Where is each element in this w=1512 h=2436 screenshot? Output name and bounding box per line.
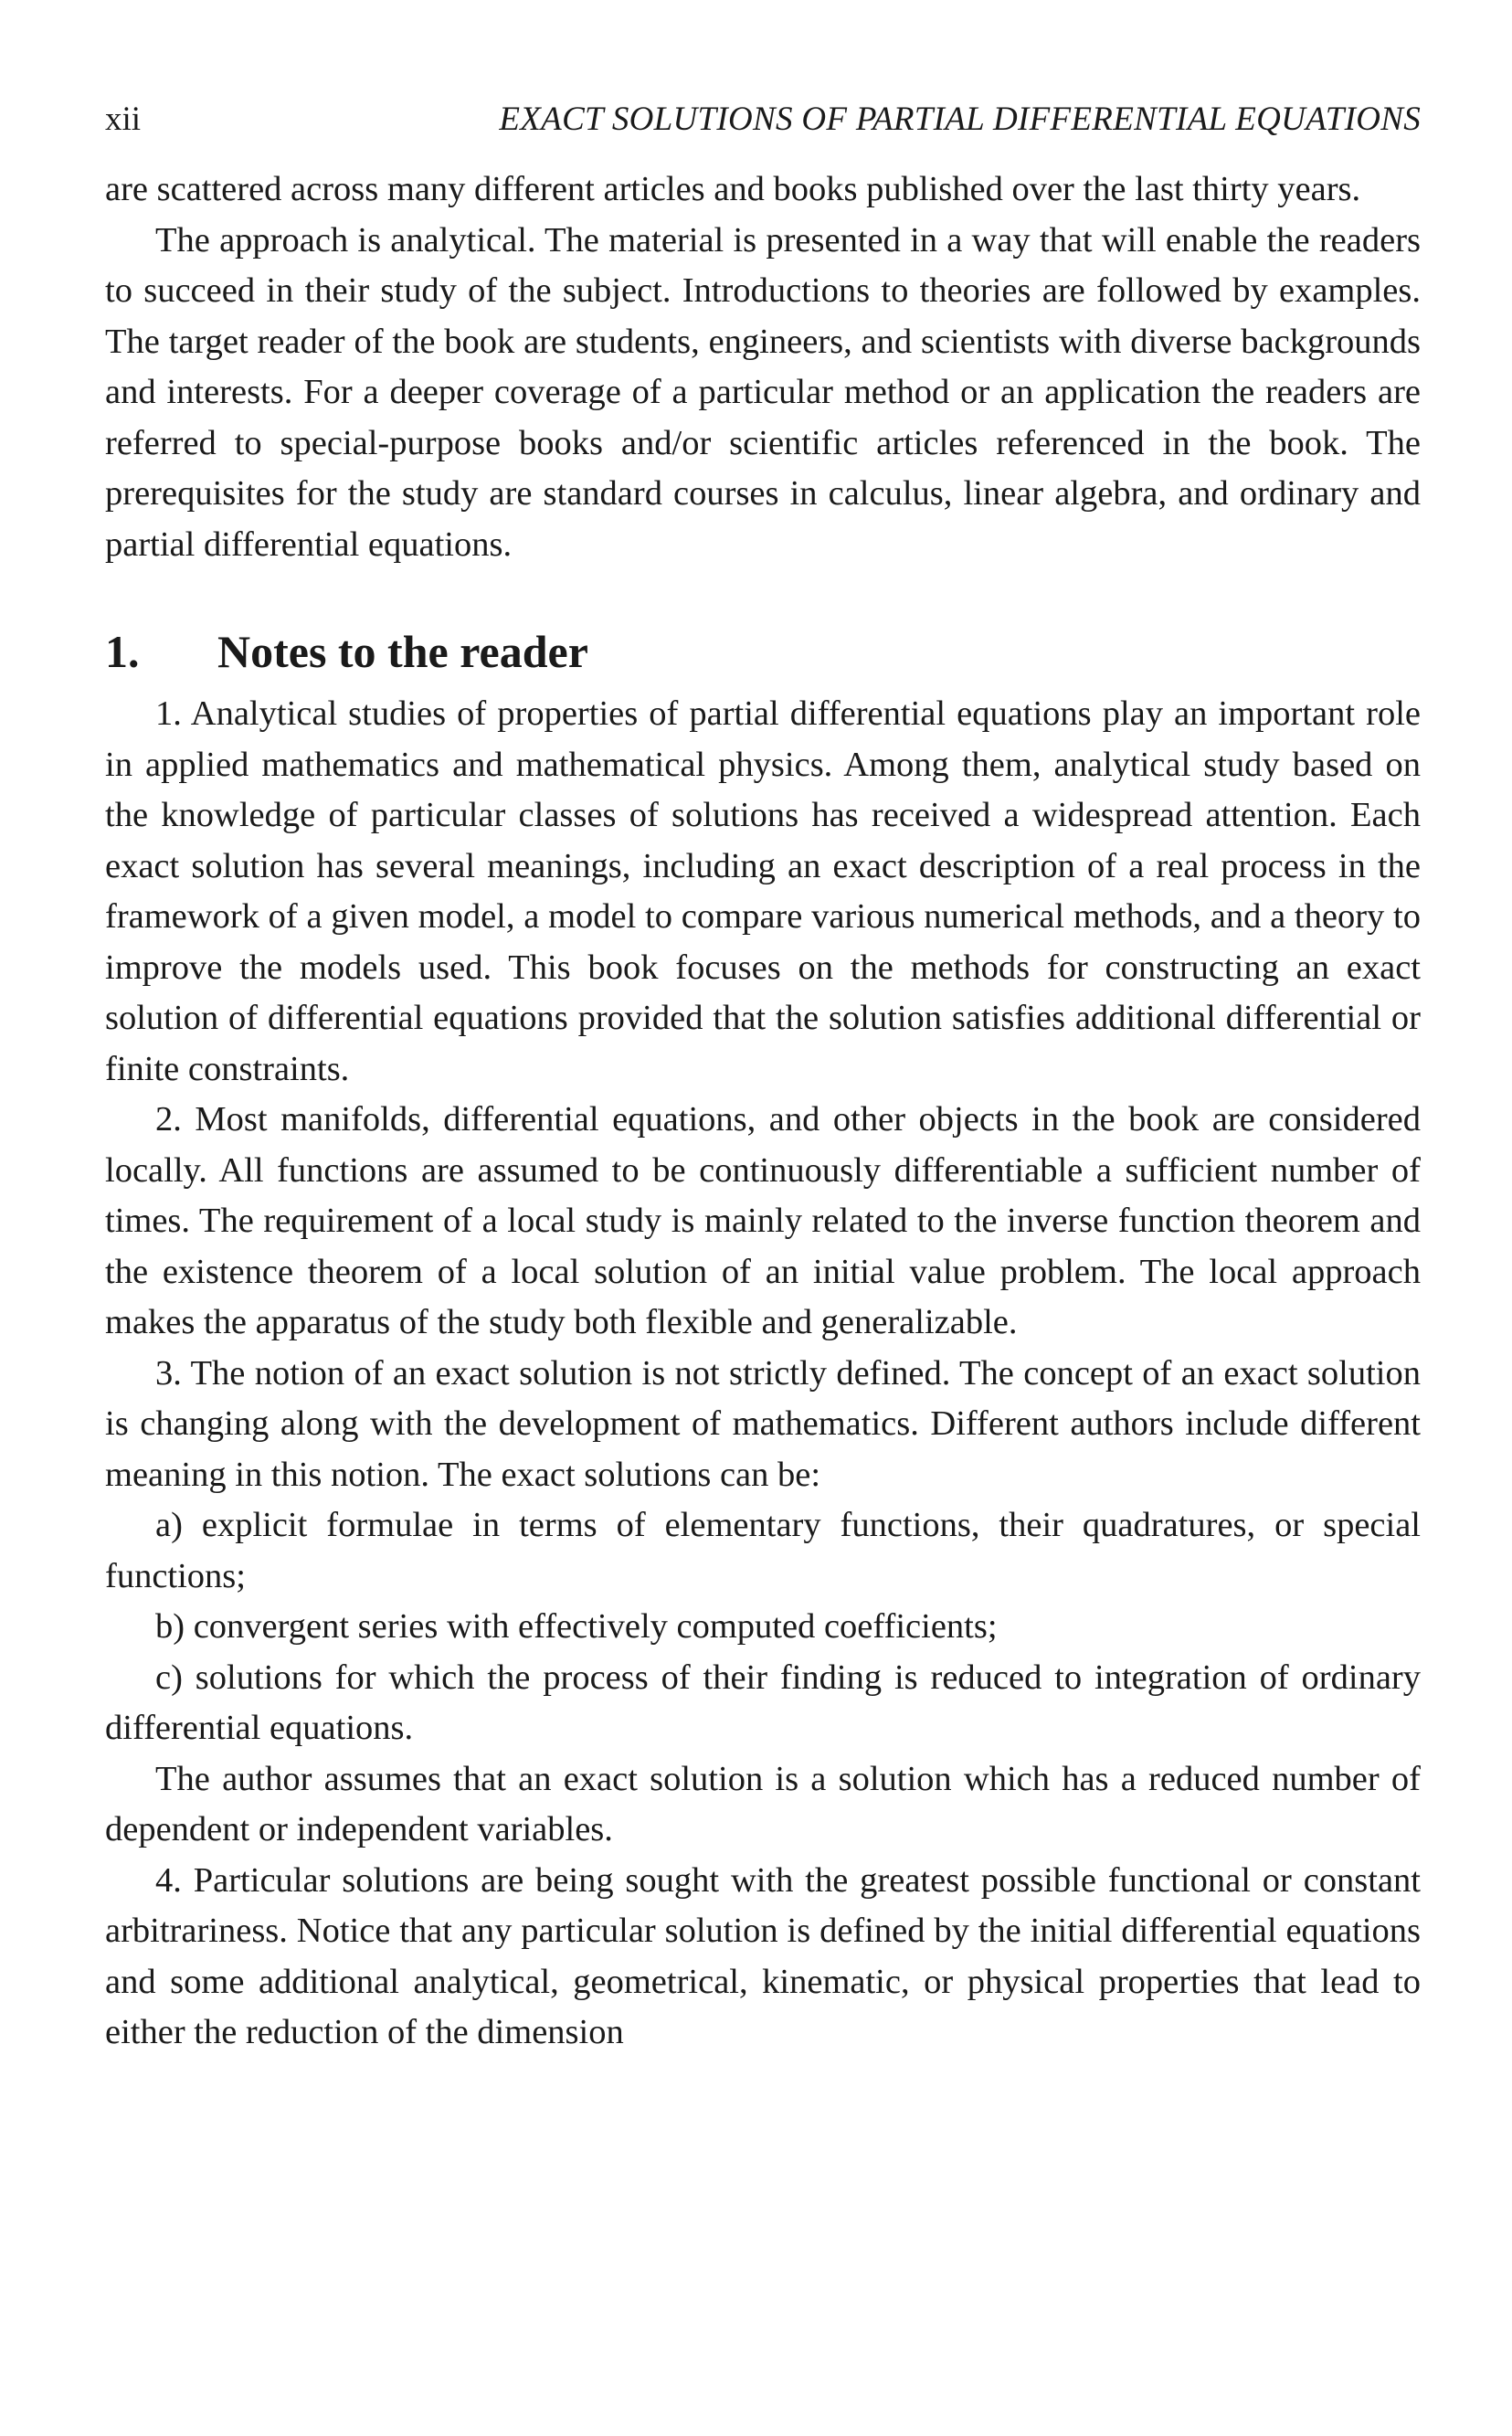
list-item-b: b) convergent series with effectively computed coefficients;	[155, 1607, 998, 1646]
note-3-paragraph: 3. The notion of an exact solution is not strictly defined. The concept of an exact solution is changing along with the development of mathematics. Different authors include different meaning in this notion. The exact solutions can be:	[105, 1353, 1421, 1494]
list-item-a: a) explicit formulae in terms of elementary functions, their quadratures, or special functions;	[105, 1506, 1421, 1595]
author-assumption-paragraph: The author assumes that an exact solution is a solution which has a reduced number of dependent or independent variables.	[105, 1759, 1421, 1848]
running-head	[105, 91, 1421, 148]
note-2-paragraph: 2. Most manifolds, differential equations, and other objects in the book are considered locally. All functions are assumed to be continuously differentiable a sufficient number of times. The requirement of a local study is mainly related to the inverse function theorem and the existence theorem of a local solution of an initial value problem. The local approach makes the apparatus of the study both flexible and generalizable.	[105, 1100, 1421, 1341]
running-title: EXACT SOLUTIONS OF PARTIAL DIFFERENTIAL EQUATIONS	[499, 101, 1421, 138]
intro-paragraph-approach: The approach is analytical. The material is presented in a way that will enable the readers to succeed in their study of the subject. Introductions to theories are followed by examples. The target reader of the book are students, engineers, and scientists with diverse backgrounds and interests. For a deeper coverage of a particular method or an application the readers are referred to special-purpose books and/or scientific articles referenced in the book. The prerequisites for the study are standard courses in calculus, linear algebra, and ordinary and partial differential equations.	[105, 220, 1421, 564]
section-title: Notes to the reader	[217, 626, 588, 677]
list-item-c: c) solutions for which the process of their finding is reduced to integration of ordinary differential equations.	[105, 1658, 1421, 1747]
intro-paragraph-continued: are scattered across many different articles and books published over the last thirty years.	[105, 170, 1361, 208]
section-heading	[105, 621, 1421, 682]
note-4-paragraph: 4. Particular solutions are being sought with the greatest possible functional or constant arbitrariness. Notice that any particular solution is defined by the initial differential equations and some additional analytical, geometrical, kinematic, or physical properties that lead to either the reduction of the dimension	[105, 1860, 1421, 2051]
note-1-paragraph: 1. Analytical studies of properties of partial differential equations play an important role in applied mathematics and mathematical physics. Among them, analytical study based on the knowledge of particular classes of solutions has received a widespread attention. Each exact solution has several meanings, including an exact description of a real process in the framework of a given model, a model to compare various numerical methods, and a theory to improve the models used. This book focuses on the methods for constructing an exact solution of differential equations provided that the solution satisfies additional differential or finite constraints.	[105, 694, 1421, 1088]
page-number: xii	[105, 101, 142, 138]
book-page	[105, 91, 1421, 2059]
section-number: 1.	[105, 626, 140, 677]
